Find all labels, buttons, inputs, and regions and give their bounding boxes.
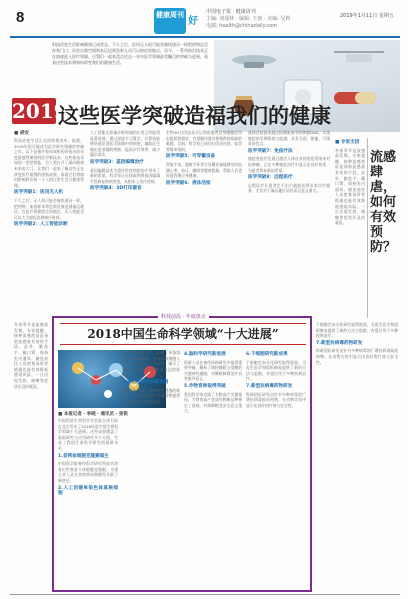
feature2-column-4 [246, 350, 306, 588]
feature2-col4-text: 干细胞定向分化研究取得进展，为再生医学和组织修复提供了新的方法与思路，有望应用于多种疾病治疗。 [246, 359, 306, 382]
feature2-column-1 [58, 418, 118, 588]
section1-col2b-text: 基因编辑技术为遗传性疾病的治疗带来了新的希望。科学家正在探索利用基因编辑手段修复致病突变，从根本上治疗疾病。 [90, 167, 160, 184]
section1-col2-text: 人工智能在影像诊断领域的应用已经取得显著进展。通过深度学习算法，计算机能够快速识别医学影像中的病变，辅助医生做出更准确的判断，提高诊疗效率，减少漏诊误诊。 [90, 130, 160, 158]
section1-col4b-text: 癌症免疫疗法通过激活人体自身的免疫系统来对抗肿瘤，已在多种癌症治疗中显示出良好效果，为患者带来新的希望。 [248, 156, 330, 173]
section1-col3-text: 生物3D打印技术可以利用患者自身细胞打印出组织和器官，有望解决器官移植供体短缺的难题。目前，科学家已成功打印出皮肤、软骨等简单组织。 [166, 130, 242, 152]
right-lower-subhead: 7.新型抗病毒药物研发 [316, 340, 363, 346]
page-bottom-rule [10, 594, 400, 595]
section1-column-4 [248, 130, 330, 314]
side-article-title: 流感肆虐，如何有效预防？ [370, 150, 397, 255]
side-article-body [335, 138, 365, 318]
feature2-col4b-text: 科研团队研发出针对多种病毒的广谱抗病毒候选药物，在动物实验中显示出良好的疗效与安全性。 [246, 391, 306, 408]
section1-col4c-text: 远程医疗让患者足不出户就能获得专家诊疗服务，尤其对于偏远地区居民而言意义重大。 [248, 182, 330, 194]
page-number: 8 [16, 9, 25, 26]
section1-column-2 [90, 130, 160, 314]
feature2-headline: 2018中国生命科学领域“十大进展” [60, 323, 306, 345]
section1-subhead-7: 医学突破7：免疫疗法 [248, 148, 293, 154]
section-logo: 健康周刊 [154, 8, 186, 34]
section1-col1b-text: 不久之后，无人机可能会像快递员一样，把药物、血液样本和急救设备送到偏远地区。在医疗资源匮乏的地区，无人机配送可以大大缩短急救响应时间。 [14, 197, 84, 220]
section1-column-1 [14, 138, 84, 314]
feature2-col1b-text: 中国科学院神经科学研究所成功培育出世界首个体细胞克隆猴，为建立非人灵长类疾病动物模型开辟了新途径。 [58, 461, 118, 483]
section1-subhead-3: 医学突破3：基因编辑治疗 [90, 159, 144, 165]
feature2-col2-text: 中国科学家首次人工创建了单条染色体的真核细胞，是继原核细胞人工合成之后的又一里程碑，揭示了染色体三维结构对基因表达的影响。 [122, 350, 180, 378]
section1-col1-text: 科技改变生活正在持续推进中。据悉，2019年很可能成为医学研究领域的突破之年。以下是被多家权威机构评选出的年度最值得期待的医学新技术。这些新技术如同一把把钥匙，为人类打开了通向健康未来的大门。让我们一起来了解这些正在改变医疗面貌的创新成果，看看它们将如何影响我们每一个人的日常生活与健康管理。 [14, 138, 84, 188]
section1-byline: ■ 胡安 [14, 131, 29, 136]
feature2-subhead-1: 1.首例体细胞克隆猴诞生 [58, 453, 109, 459]
section1-subhead-6: 医学突破6：液体活检 [166, 180, 211, 186]
section1-col4-text: 液体活检技术通过检测血液中的肿瘤DNA，实现癌症的早期筛查与监测，具有无创、便捷、可重复的优点。 [248, 130, 330, 147]
lead-paragraph: 科技改变生活影响健康已成常态。不久之后，医用无人机可能会像快递员一样把药物送至你家门口，而会自我空间和本运送到急救人员可以接近的地点。而今，一系列前沿技术正在加速进入医疗领域，让我们一起来盘点过去一年中医学领域最受瞩目的突破与进展，看看这些技术将如何改变我们的健康生活。 [52, 42, 208, 65]
feature2-subhead-6: 6.干细胞研究新成果 [246, 352, 288, 357]
section1-subhead-5: 医学突破5：可穿戴设备 [166, 154, 216, 160]
feature2-subhead-5: 5.作物育种取得突破 [184, 383, 226, 389]
section1-column-3 [166, 130, 242, 314]
editor-line: 主编: 刘成林 · 编辑: 王雨 · 美编: 吴莉 [206, 16, 291, 22]
section1-col3b-text: 智能手表、健康手环等可穿戴设备能够实时监测心率、血压、睡眠等健康数据，帮助人们更好地管理自身健康。 [166, 161, 242, 179]
issue-date: 2019年1月11日 星期五 [340, 13, 394, 19]
headline-year-badge: 2019 [12, 99, 68, 123]
main-headline: 这些医学突破造福我们的健康 [58, 103, 331, 128]
masthead-rule [10, 36, 400, 38]
right-column-lower [316, 322, 398, 588]
feature2-col3b-text: 我国科学家克隆了水稻高产关键基因，为培育高产优质作物新品种奠定了基础，对保障粮食安全意义重大。 [184, 391, 242, 414]
feature2-col1-text: 中国科协生命科学学会联合体日前在北京发布了2018年度中国生命科学领域十大进展。这些成果涵盖了基础研究与应用研究多个方面，代表了我国生命科学研究的最新水平。 [58, 418, 118, 451]
feature2-column-2 [122, 350, 180, 588]
section1-subhead-1: 医学突破1：医用无人机 [14, 190, 64, 196]
section1-subhead-8: 医学突破8：远程医疗 [248, 175, 293, 181]
feature2-subhead-7: 7.新型抗病毒药物研发 [246, 383, 293, 389]
feature2-col2b-text: 研究团队发现了肿瘤免疫逃逸的新机制，为开发新型抗肿瘤药物提供了重要靶点与理论依据。 [122, 387, 180, 404]
left-strip-lower [14, 322, 48, 588]
section-logo-side: 好 [188, 16, 198, 27]
right-lower-text: 干细胞定向分化研究取得进展，为再生医学和组织修复提供了新的方法与思路，有望应用于多种疾病治疗。 [316, 322, 398, 339]
feature2-column-3 [184, 350, 242, 588]
section1-subhead-2: 医学突破2：人工智能诊断 [14, 222, 68, 228]
feature2-subhead-4: 4.脑科学研究新进展 [184, 352, 226, 357]
section1-subhead-4: 医学突破4：3D打印器官 [90, 186, 142, 192]
feature2-byline: ■ 本报记者 · 李晓 · 通讯员 · 张锐 [58, 412, 128, 417]
paper-name: 中国电子报 · 健康周刊 [206, 9, 256, 15]
side-divider [367, 138, 368, 318]
side-article-tag: ■ 专家支招 [335, 140, 360, 145]
side-article-text: 冬春季节是流感高发期。专家提醒，接种流感疫苗是预防流感最有效的手段。此外，勤洗手、戴口罩、保持室内通风、避免前往人员密集场所等措施也能有效降低感染风险。一旦出现发热、咳嗽等症状应及时就医。 [335, 147, 365, 226]
left-strip-text: 冬春季节是流感高发期。专家提醒，接种流感疫苗是预防流感最有效的手段。此外，勤洗手、戴口罩、保持室内通风、避免前往人员密集场所等措施也能有效降低感染风险。一旦出现发热、咳嗽等症状应及时就医。 [14, 322, 48, 389]
feature2-col3-text: 科研人员在神经环路研究中取得重要突破，解析了调控睡眠与觉醒的关键神经通路，对睡眠障碍治疗具有指导意义。 [184, 359, 242, 382]
right-lower-text-2: 科研团队研发出针对多种病毒的广谱抗病毒候选药物，在动物实验中显示出良好的疗效与安全性。 [316, 348, 398, 365]
email-line: 电邮: health@chinadaily.com [206, 23, 278, 29]
feature2-subhead-3: 3.揭示肿瘤免疫新机制 [122, 379, 169, 385]
frame-tag: 科技前沿 · 年度盘点 [158, 313, 209, 320]
feature2-subhead-2: 2.人工创建单染色体真核细胞 [58, 485, 118, 497]
